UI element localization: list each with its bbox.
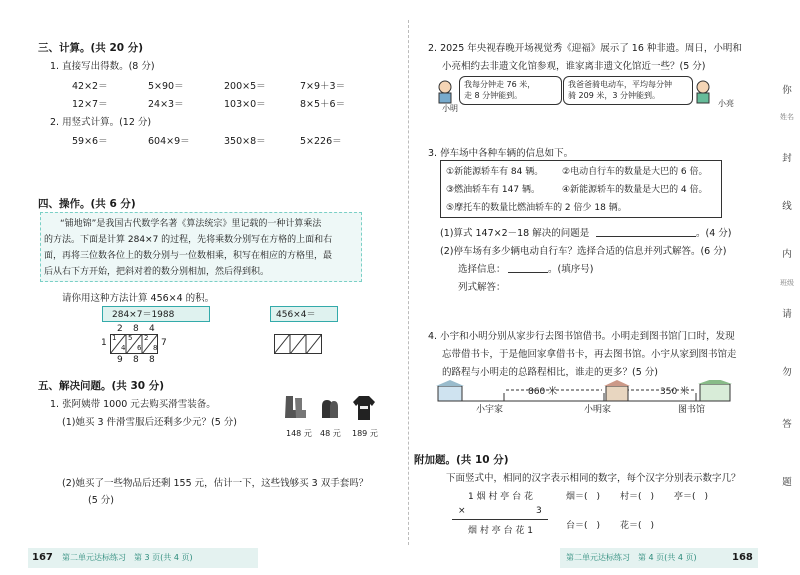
- binding-char: 封: [782, 153, 792, 164]
- method-text: 面，再将三位数各位上的数分别与一位数相乘，积写在相应的方格里，最: [44, 251, 333, 261]
- binding-small: 姓名: [780, 113, 794, 121]
- place-xiaoming-home: 小明家: [584, 405, 612, 415]
- binding-char: 请: [782, 309, 792, 320]
- choose-info-label: 选择信息：: [458, 264, 506, 275]
- puzzle-mult: ×: [458, 506, 466, 516]
- page-number-left: 167: [32, 552, 53, 563]
- calc-item: 5×90＝: [148, 81, 184, 92]
- section-3-title: 三、计算。(共 20 分): [38, 42, 144, 54]
- calc-item: 7×9＋3＝: [300, 81, 346, 92]
- answer-tai[interactable]: 台＝( ): [566, 521, 601, 531]
- boy-xiaoliang-icon: [692, 80, 714, 104]
- calc-item: 8×5＋6＝: [300, 99, 346, 110]
- footer-text-left: 第二单元达标练习 第 3 页(共 4 页): [62, 553, 193, 562]
- info-item: ④新能源轿车的数量是大巴的 4 倍。: [562, 185, 708, 195]
- lattice-cell-ones: 6: [137, 344, 142, 352]
- puzzle-top: 1 烟 村 亭 台 花: [468, 492, 534, 502]
- s3-q2: 2. 用竖式计算。(12 分): [50, 117, 152, 128]
- method-text: 后从右下方开始，把斜对着的数分别相加，然后得到积。: [44, 267, 270, 277]
- lattice-cell-ones: 4: [121, 344, 126, 352]
- q3-s1-points: 。(4 分): [696, 228, 732, 239]
- solve-label: 列式解答：: [458, 282, 506, 293]
- q2-line: 小亮相约去非遗文化馆参观，谁家离非遗文化馆近一些？(5 分): [442, 61, 706, 72]
- lattice-bottom-digit: 8: [149, 355, 155, 365]
- q4-line: 忘带借书卡，于是他回家拿借书卡，再去图书馆。小宇从家到图书馆走: [442, 349, 737, 360]
- bubble-text: 我每分钟走 76 米，: [464, 80, 536, 89]
- answer-hua[interactable]: 花＝( ): [620, 521, 655, 531]
- lattice-top-digit: 2: [117, 324, 123, 334]
- ski-suit-icon: [352, 394, 376, 422]
- vertical-calc-item: 604×9＝: [148, 136, 190, 147]
- place-library: 图书馆: [678, 405, 706, 415]
- vertical-calc-item: 350×8＝: [224, 136, 266, 147]
- practice-lattice-grid[interactable]: [274, 334, 322, 354]
- binding-char: 答: [782, 419, 792, 430]
- section-5-title: 五、解决问题。(共 30 分): [38, 380, 165, 392]
- calc-item: 103×0＝: [224, 99, 266, 110]
- extra-title: 附加题。(共 10 分): [414, 454, 509, 466]
- price-gloves: 48 元: [320, 429, 341, 438]
- binding-small: 班级: [780, 279, 794, 287]
- bubble-text: 走 8 分钟能到。: [464, 91, 523, 100]
- info-item: ⑤摩托车的数量比燃油轿车的 2 倍少 18 辆。: [446, 203, 627, 213]
- info-item: ①新能源轿车有 84 辆。: [446, 167, 544, 177]
- lattice-top-digit: 8: [133, 324, 139, 334]
- example-title: 284×7＝1988: [112, 310, 175, 320]
- s5-q1b-points: (5 分): [88, 495, 114, 506]
- s3-q1: 1. 直接写出得数。(8 分): [50, 61, 155, 72]
- lattice-left-digit: 1: [101, 338, 107, 348]
- page-number-right: 168: [732, 552, 753, 563]
- section-4-title: 四、操作。(共 6 分): [38, 198, 136, 210]
- practice-title: 456×4＝: [276, 310, 316, 320]
- s5-q1b: (2)她买了一些物品后还剩 155 元，估计一下，这些钱够买 3 双手套吗？: [62, 478, 369, 489]
- q4-line: 的路程与小明走的总路程相比，谁走的更多？(5 分): [442, 367, 658, 378]
- extra-desc: 下面竖式中，相同的汉字表示相同的数字，每个汉字分别表示数字几？: [446, 473, 741, 484]
- q3-s1: (1)算式 147×2－18 解决的问题是: [440, 228, 590, 239]
- answer-cun[interactable]: 村＝( ): [620, 492, 655, 502]
- distance-1: 860 米: [528, 387, 558, 397]
- example-lattice-grid: [110, 334, 158, 354]
- q4-line: 4. 小宇和小明分别从家步行去图书馆借书。小明走到图书馆门口时，发现: [428, 331, 735, 342]
- calc-item: 200×5＝: [224, 81, 266, 92]
- name-xiaoliang: 小亮: [718, 99, 734, 108]
- method-text: “铺地锦”是我国古代数学名著《算法统宗》里记载的一种计算乘法: [60, 219, 322, 229]
- lattice-cell-tens: 2: [144, 334, 149, 342]
- bubble-text: 我爸爸骑电动车，平均每分钟: [568, 80, 672, 89]
- answer-ting[interactable]: 亭＝( ): [674, 492, 709, 502]
- s4-ask: 请你用这种方法计算 456×4 的积。: [62, 293, 215, 304]
- q2-line: 2. 2025 年央视春晚开场视觉秀《迎福》展示了 16 种非遗。周日，小明和: [428, 43, 742, 54]
- puzzle-line: [452, 519, 548, 520]
- lattice-top-digit: 4: [149, 324, 155, 334]
- info-item: ③燃油轿车有 147 辆。: [446, 185, 540, 195]
- lattice-cell-ones: 8: [153, 344, 158, 352]
- choose-info-hint: 。(填序号): [548, 264, 594, 275]
- calc-item: 42×2＝: [72, 81, 108, 92]
- gloves-icon: [320, 398, 340, 420]
- calc-item: 24×3＝: [148, 99, 184, 110]
- info-item: ②电动自行车的数量是大巴的 6 倍。: [562, 167, 708, 177]
- q3-line: 3. 停车场中各种车辆的信息如下。: [428, 148, 574, 159]
- choose-info-blank[interactable]: [508, 272, 548, 273]
- footer-text-right: 第二单元达标练习 第 4 页(共 4 页): [566, 553, 697, 562]
- calc-item: 12×7＝: [72, 99, 108, 110]
- name-xiaoming: 小明: [442, 104, 458, 113]
- binding-char: 你: [782, 85, 792, 96]
- binding-char: 勿: [782, 367, 792, 378]
- q3-s2: (2)停车场有多少辆电动自行车？选择合适的信息并列式解答。(6 分): [440, 246, 727, 257]
- speech-bubble-xiaoliang: [563, 76, 693, 105]
- boy-xiaoming-icon: [434, 80, 456, 104]
- vertical-calc-item: 59×6＝: [72, 136, 108, 147]
- lattice-right-digit: 7: [161, 338, 167, 348]
- footer: [0, 548, 800, 575]
- vertical-calc-item: 5×226＝: [300, 136, 342, 147]
- price-ski-boots: 148 元: [286, 429, 312, 438]
- binding-char: 线: [782, 201, 792, 212]
- lattice-cell-tens: 1: [112, 334, 117, 342]
- answer-blank[interactable]: [596, 236, 696, 237]
- binding-char: 内: [782, 249, 792, 260]
- lattice-cell-tens: 5: [128, 334, 133, 342]
- price-ski-suit: 189 元: [352, 429, 378, 438]
- puzzle-three: 3: [536, 506, 542, 516]
- puzzle-bottom: 烟 村 亭 台 花 1: [468, 526, 534, 536]
- s5-q1: 1. 张阿姨带 1000 元去购买滑雪装备。: [50, 399, 216, 410]
- distance-2: 350 米: [660, 387, 690, 397]
- speech-bubble-xiaoming: [459, 76, 562, 105]
- answer-yan[interactable]: 烟＝( ): [566, 492, 601, 502]
- lattice-bottom-digit: 9: [117, 355, 123, 365]
- page-divider: [408, 20, 409, 545]
- bubble-text: 骑 209 米，3 分钟能到。: [568, 91, 660, 100]
- lattice-bottom-digit: 8: [133, 355, 139, 365]
- method-text: 的方法。下面是计算 284×7 的过程，先将乘数分别写在方格的上面和右: [44, 235, 333, 245]
- ski-boots-icon: [283, 394, 307, 420]
- place-xiaoyu-home: 小宇家: [476, 405, 504, 415]
- s5-q1a: (1)她买 3 件滑雪服后还剩多少元？(5 分): [62, 417, 238, 428]
- binding-char: 题: [782, 477, 792, 488]
